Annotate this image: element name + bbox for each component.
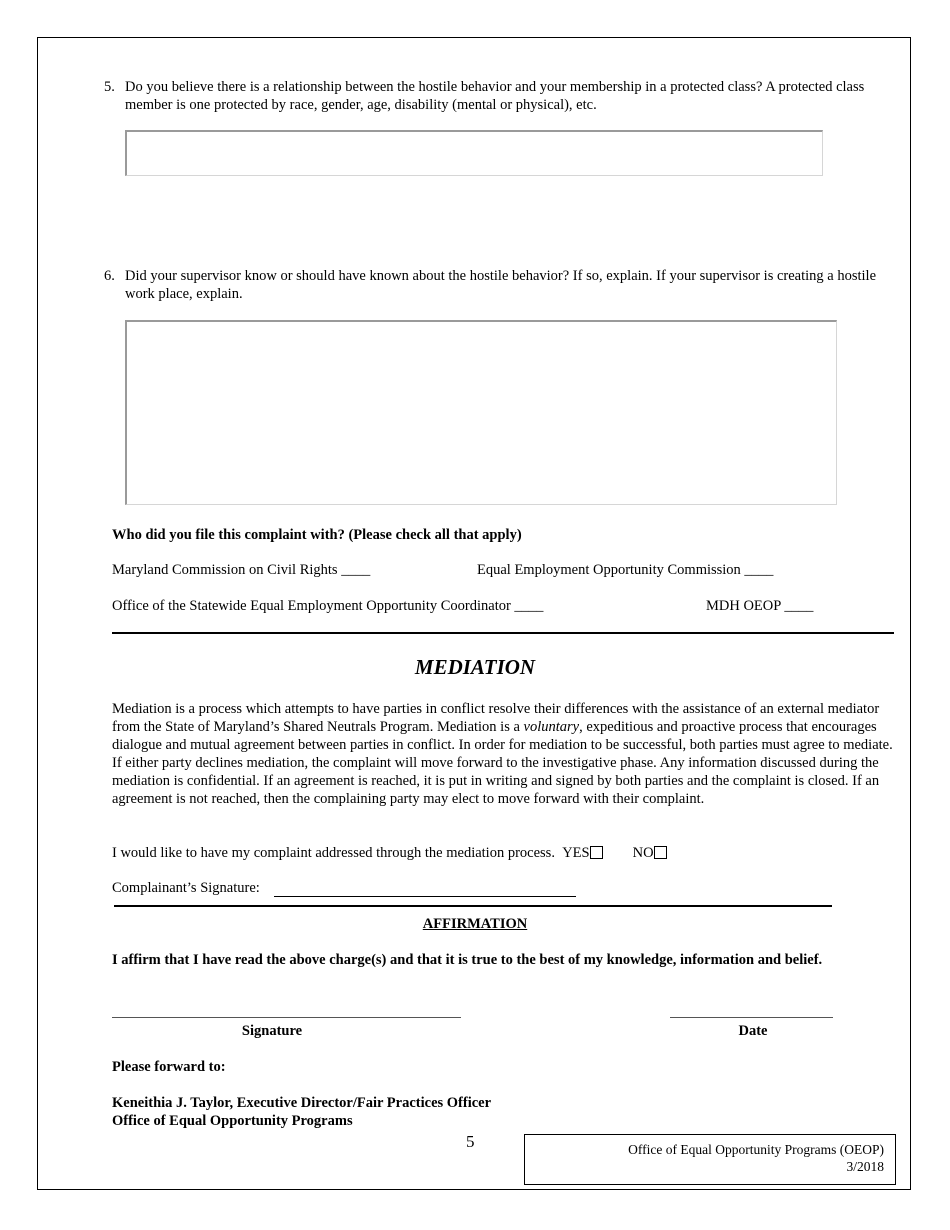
- footer-date: 3/2018: [846, 1159, 884, 1174]
- voluntary-emphasis: voluntary: [523, 719, 580, 735]
- question-6-answer-field[interactable]: [125, 320, 837, 505]
- complainant-signature-label: Complainant’s Signature:: [112, 880, 260, 896]
- forward-label: Please forward to:: [112, 1059, 226, 1075]
- filing-option-statewide-eeo: Office of the Statewide Equal Employment Opportunity Coordinator ____: [112, 598, 544, 614]
- filing-option-mdh-oeop: MDH OEOP ____: [706, 598, 814, 614]
- question-5-answer-field[interactable]: [125, 130, 823, 176]
- complainant-signature-line[interactable]: [274, 896, 576, 897]
- question-6-text: Did your supervisor know or should have known about the hostile behavior? If so, explain. If your supervisor is creating a hostile work place, explain.: [125, 268, 877, 302]
- section-divider: [112, 632, 894, 634]
- mediation-request: [112, 844, 667, 862]
- question-6-number: 6.: [104, 268, 115, 284]
- filing-question: Who did you file this complaint with? (Please check all that apply): [112, 527, 522, 543]
- mediation-heading: MEDIATION: [414, 655, 536, 679]
- filing-option-mccr: Maryland Commission on Civil Rights ____: [112, 562, 371, 578]
- footer-office: Office of Equal Opportunity Programs (OEOP): [628, 1142, 884, 1157]
- yes-label: YES: [562, 845, 590, 861]
- mediation-divider: [114, 905, 832, 907]
- date-line[interactable]: [670, 1017, 833, 1018]
- yes-checkbox[interactable]: [590, 846, 603, 859]
- affirmation-heading: AFFIRMATION: [422, 916, 528, 932]
- affirmation-statement: I affirm that I have read the above charge(s) and that it is true to the best of my knowledge, information and belief.: [112, 952, 823, 968]
- signature-line[interactable]: [112, 1017, 461, 1018]
- mediation-paragraph: Mediation is a process which attempts to have parties in conflict resolve their differences with the assistance of an external mediator from the State of Maryland’s Shared Neutrals Program. Mediation is a voluntary, expeditious and proactive process that encourages dialogue and mutual agreement between parties in conflict. In order for mediation to be successful, both parties must agree to mediate. If either party declines mediation, the complaint will move forward to the investigative phase. Any information discussed during the mediation is confidential. If an agreement is reached, it is put in writing and signed by both parties and the complaint is closed. If an agreement is not reached, then the complaining party may elect to move forward with their complaint.: [112, 701, 893, 807]
- mediation-request-text: I would like to have my complaint addressed through the mediation process.: [112, 845, 555, 861]
- forward-recipient: Keneithia J. Taylor, Executive Director/Fair Practices Officer: [112, 1095, 492, 1111]
- signature-label: Signature: [241, 1023, 303, 1039]
- footer-box: [524, 1134, 896, 1185]
- forward-office: Office of Equal Opportunity Programs: [112, 1113, 353, 1129]
- no-checkbox[interactable]: [654, 846, 667, 859]
- no-label: NO: [632, 845, 654, 861]
- question-5-text: Do you believe there is a relationship between the hostile behavior and your membership in a protected class? A protected class member is one protected by race, gender, age, disability (mental or physical), etc.: [125, 79, 865, 113]
- question-5-number: 5.: [104, 79, 115, 95]
- filing-option-eeoc: Equal Employment Opportunity Commission ____: [477, 562, 774, 578]
- page-number: 5: [466, 1132, 475, 1151]
- date-label: Date: [738, 1023, 768, 1039]
